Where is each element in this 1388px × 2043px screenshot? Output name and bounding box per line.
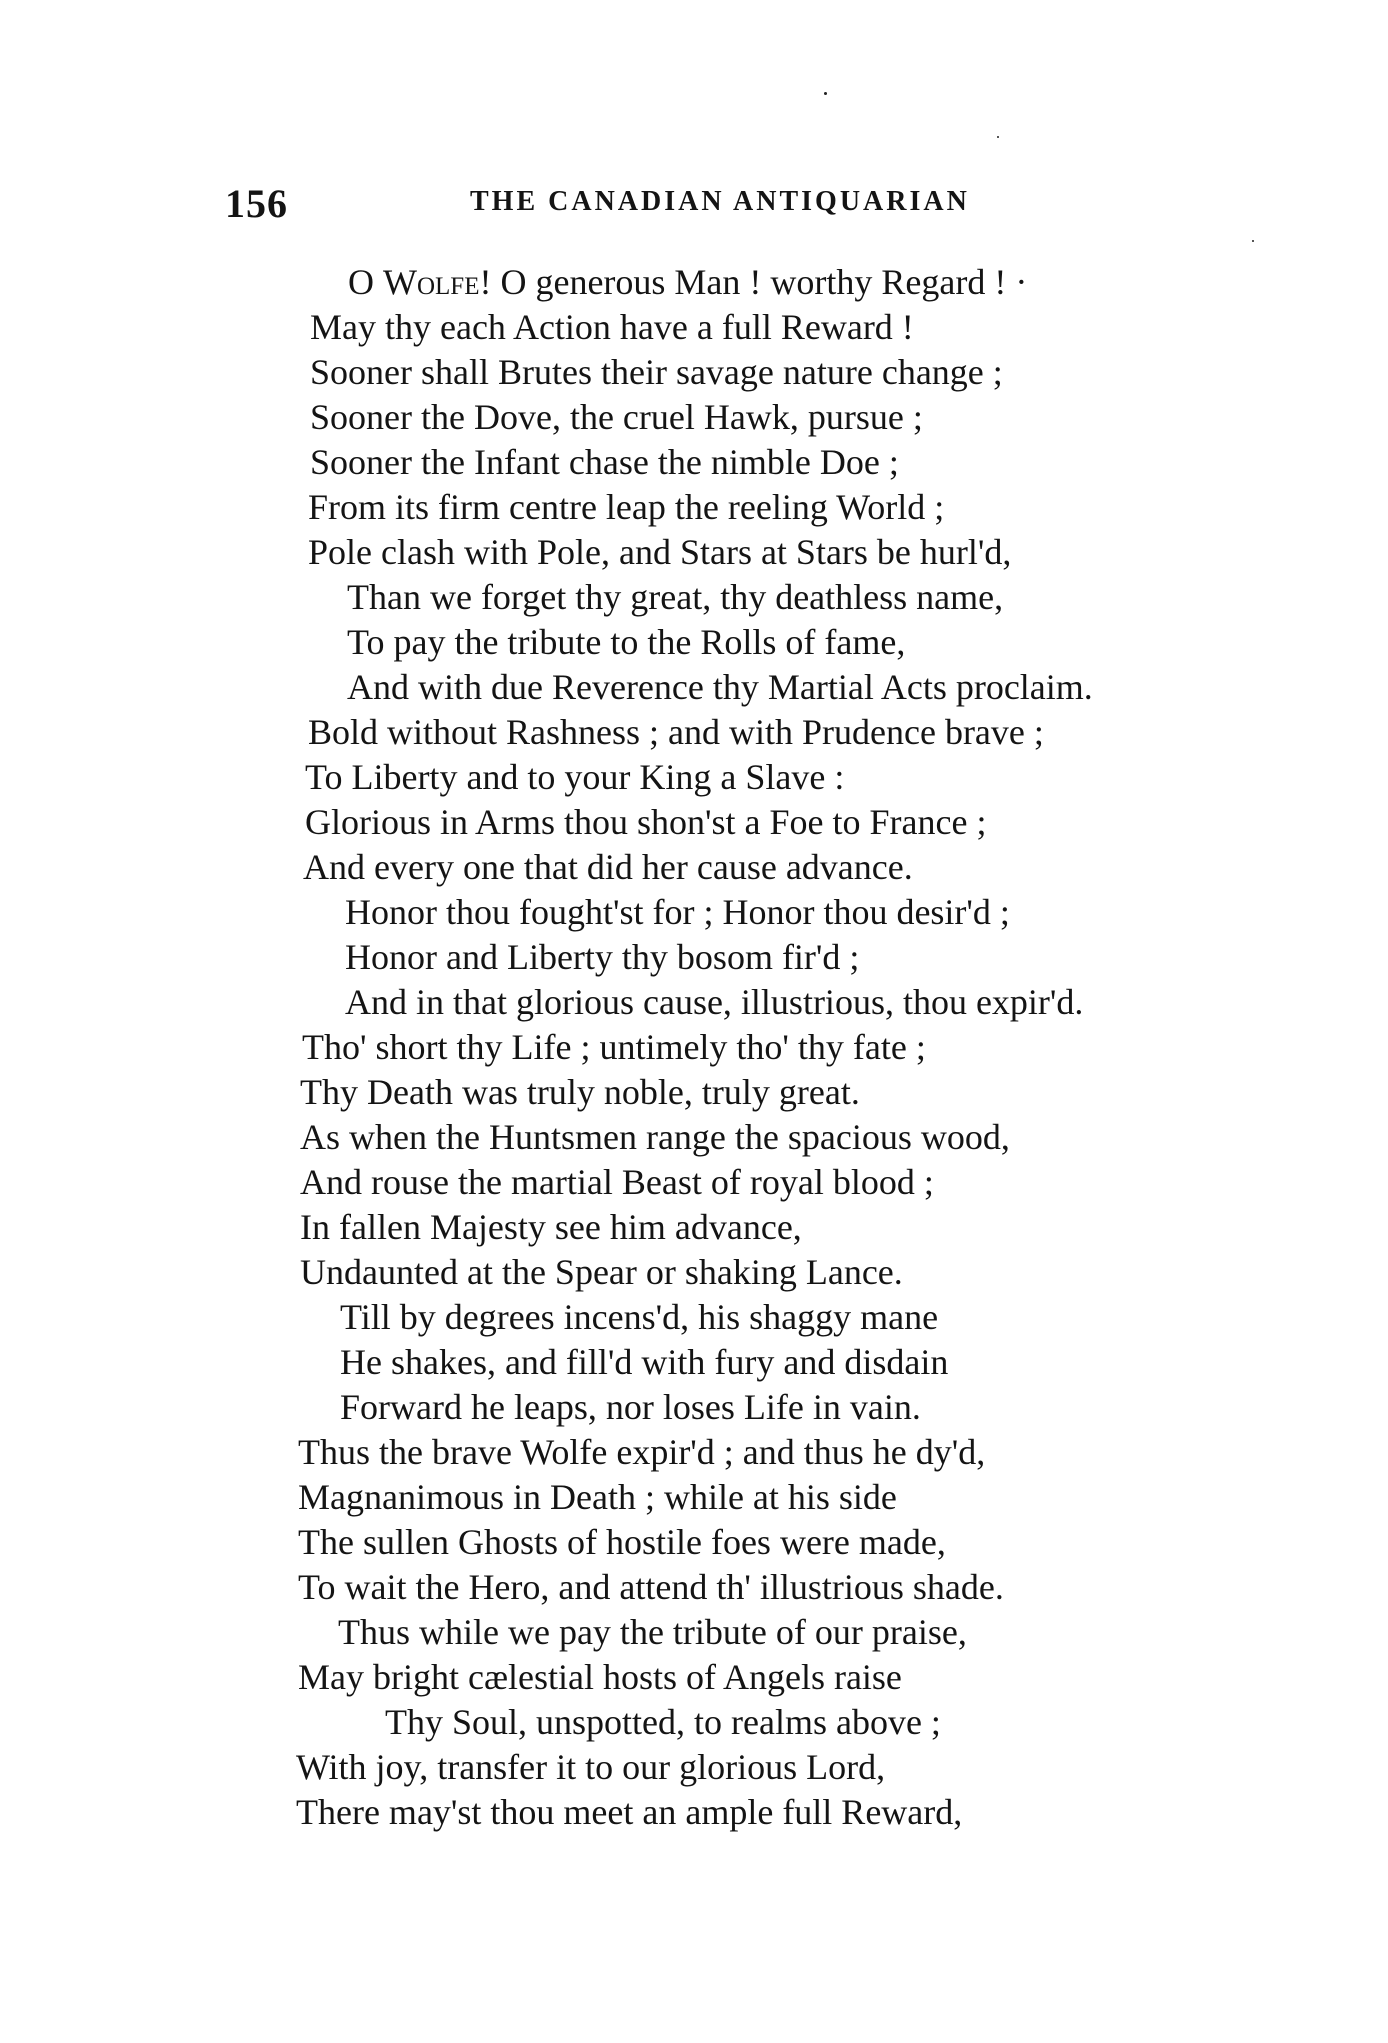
poem-line: And every one that did her cause advance. [303,847,913,887]
poem-line: Honor and Liberty thy bosom fir'd ; [345,937,860,977]
page-number: 156 [225,181,288,226]
poem-line-text: ! O generous Man ! worthy Regard ! · [479,262,1028,302]
poem-line: There may'st thou meet an ample full Reward, [296,1792,963,1832]
poem-line: With joy, transfer it to our glorious Lord, [296,1747,886,1787]
poem-line: He shakes, and fill'd with fury and disdain [340,1342,949,1382]
poem-line-smallcaps: Wolfe [383,262,480,302]
print-speck [1252,240,1254,242]
poem-line: Thus the brave Wolfe expir'd ; and thus he dy'd, [298,1432,986,1472]
poem-line: Thus while we pay the tribute of our praise, [338,1612,967,1652]
poem-line: Glorious in Arms thou shon'st a Foe to France ; [305,802,987,842]
poem-line: Thy Soul, unspotted, to realms above ; [385,1702,941,1742]
poem-line: Pole clash with Pole, and Stars at Stars be hurl'd, [308,532,1012,572]
poem-line: As when the Huntsmen range the spacious wood, [300,1117,1010,1157]
poem-line: Sooner the Infant chase the nimble Doe ; [310,442,899,482]
poem-line: Than we forget thy great, thy deathless name, [347,577,1004,617]
poem-line: And rouse the martial Beast of royal blood ; [300,1162,934,1202]
print-speck [824,92,827,95]
poem-line: To Liberty and to your King a Slave : [305,757,845,797]
poem-line: In fallen Majesty see him advance, [300,1207,802,1247]
poem-line: Undaunted at the Spear or shaking Lance. [300,1252,903,1292]
running-head: THE CANADIAN ANTIQUARIAN [470,186,970,217]
poem-line: Sooner shall Brutes their savage nature change ; [310,352,1003,392]
poem-line: Tho' short thy Life ; untimely tho' thy fate ; [302,1027,926,1067]
poem-line: May thy each Action have a full Reward ! [310,307,914,347]
poem-line: To pay the tribute to the Rolls of fame, [347,622,906,662]
page-header [225,180,1025,230]
poem-line: And in that glorious cause, illustrious, thou expir'd. [345,982,1084,1022]
poem-line: To wait the Hero, and attend th' illustrious shade. [298,1567,1004,1607]
poem-line: May bright cælestial hosts of Angels raise [298,1657,902,1697]
poem-line: The sullen Ghosts of hostile foes were made, [298,1522,946,1562]
poem-line: From its firm centre leap the reeling World ; [308,487,945,527]
poem-line: Thy Death was truly noble, truly great. [300,1072,860,1112]
poem-line-prefix: O [348,262,383,302]
poem-line: And with due Reverence thy Martial Acts proclaim. [347,667,1093,707]
print-speck [997,136,999,138]
poem-line: Bold without Rashness ; and with Prudence brave ; [308,712,1044,752]
poem-line: Magnanimous in Death ; while at his side [298,1477,897,1517]
poem-line: Till by degrees incens'd, his shaggy mane [340,1297,939,1337]
poem-line: Honor thou fought'st for ; Honor thou desir'd ; [345,892,1010,932]
poem-line: Sooner the Dove, the cruel Hawk, pursue ; [310,397,923,437]
poem-line [348,260,1027,304]
poem-line: Forward he leaps, nor loses Life in vain. [340,1387,921,1427]
